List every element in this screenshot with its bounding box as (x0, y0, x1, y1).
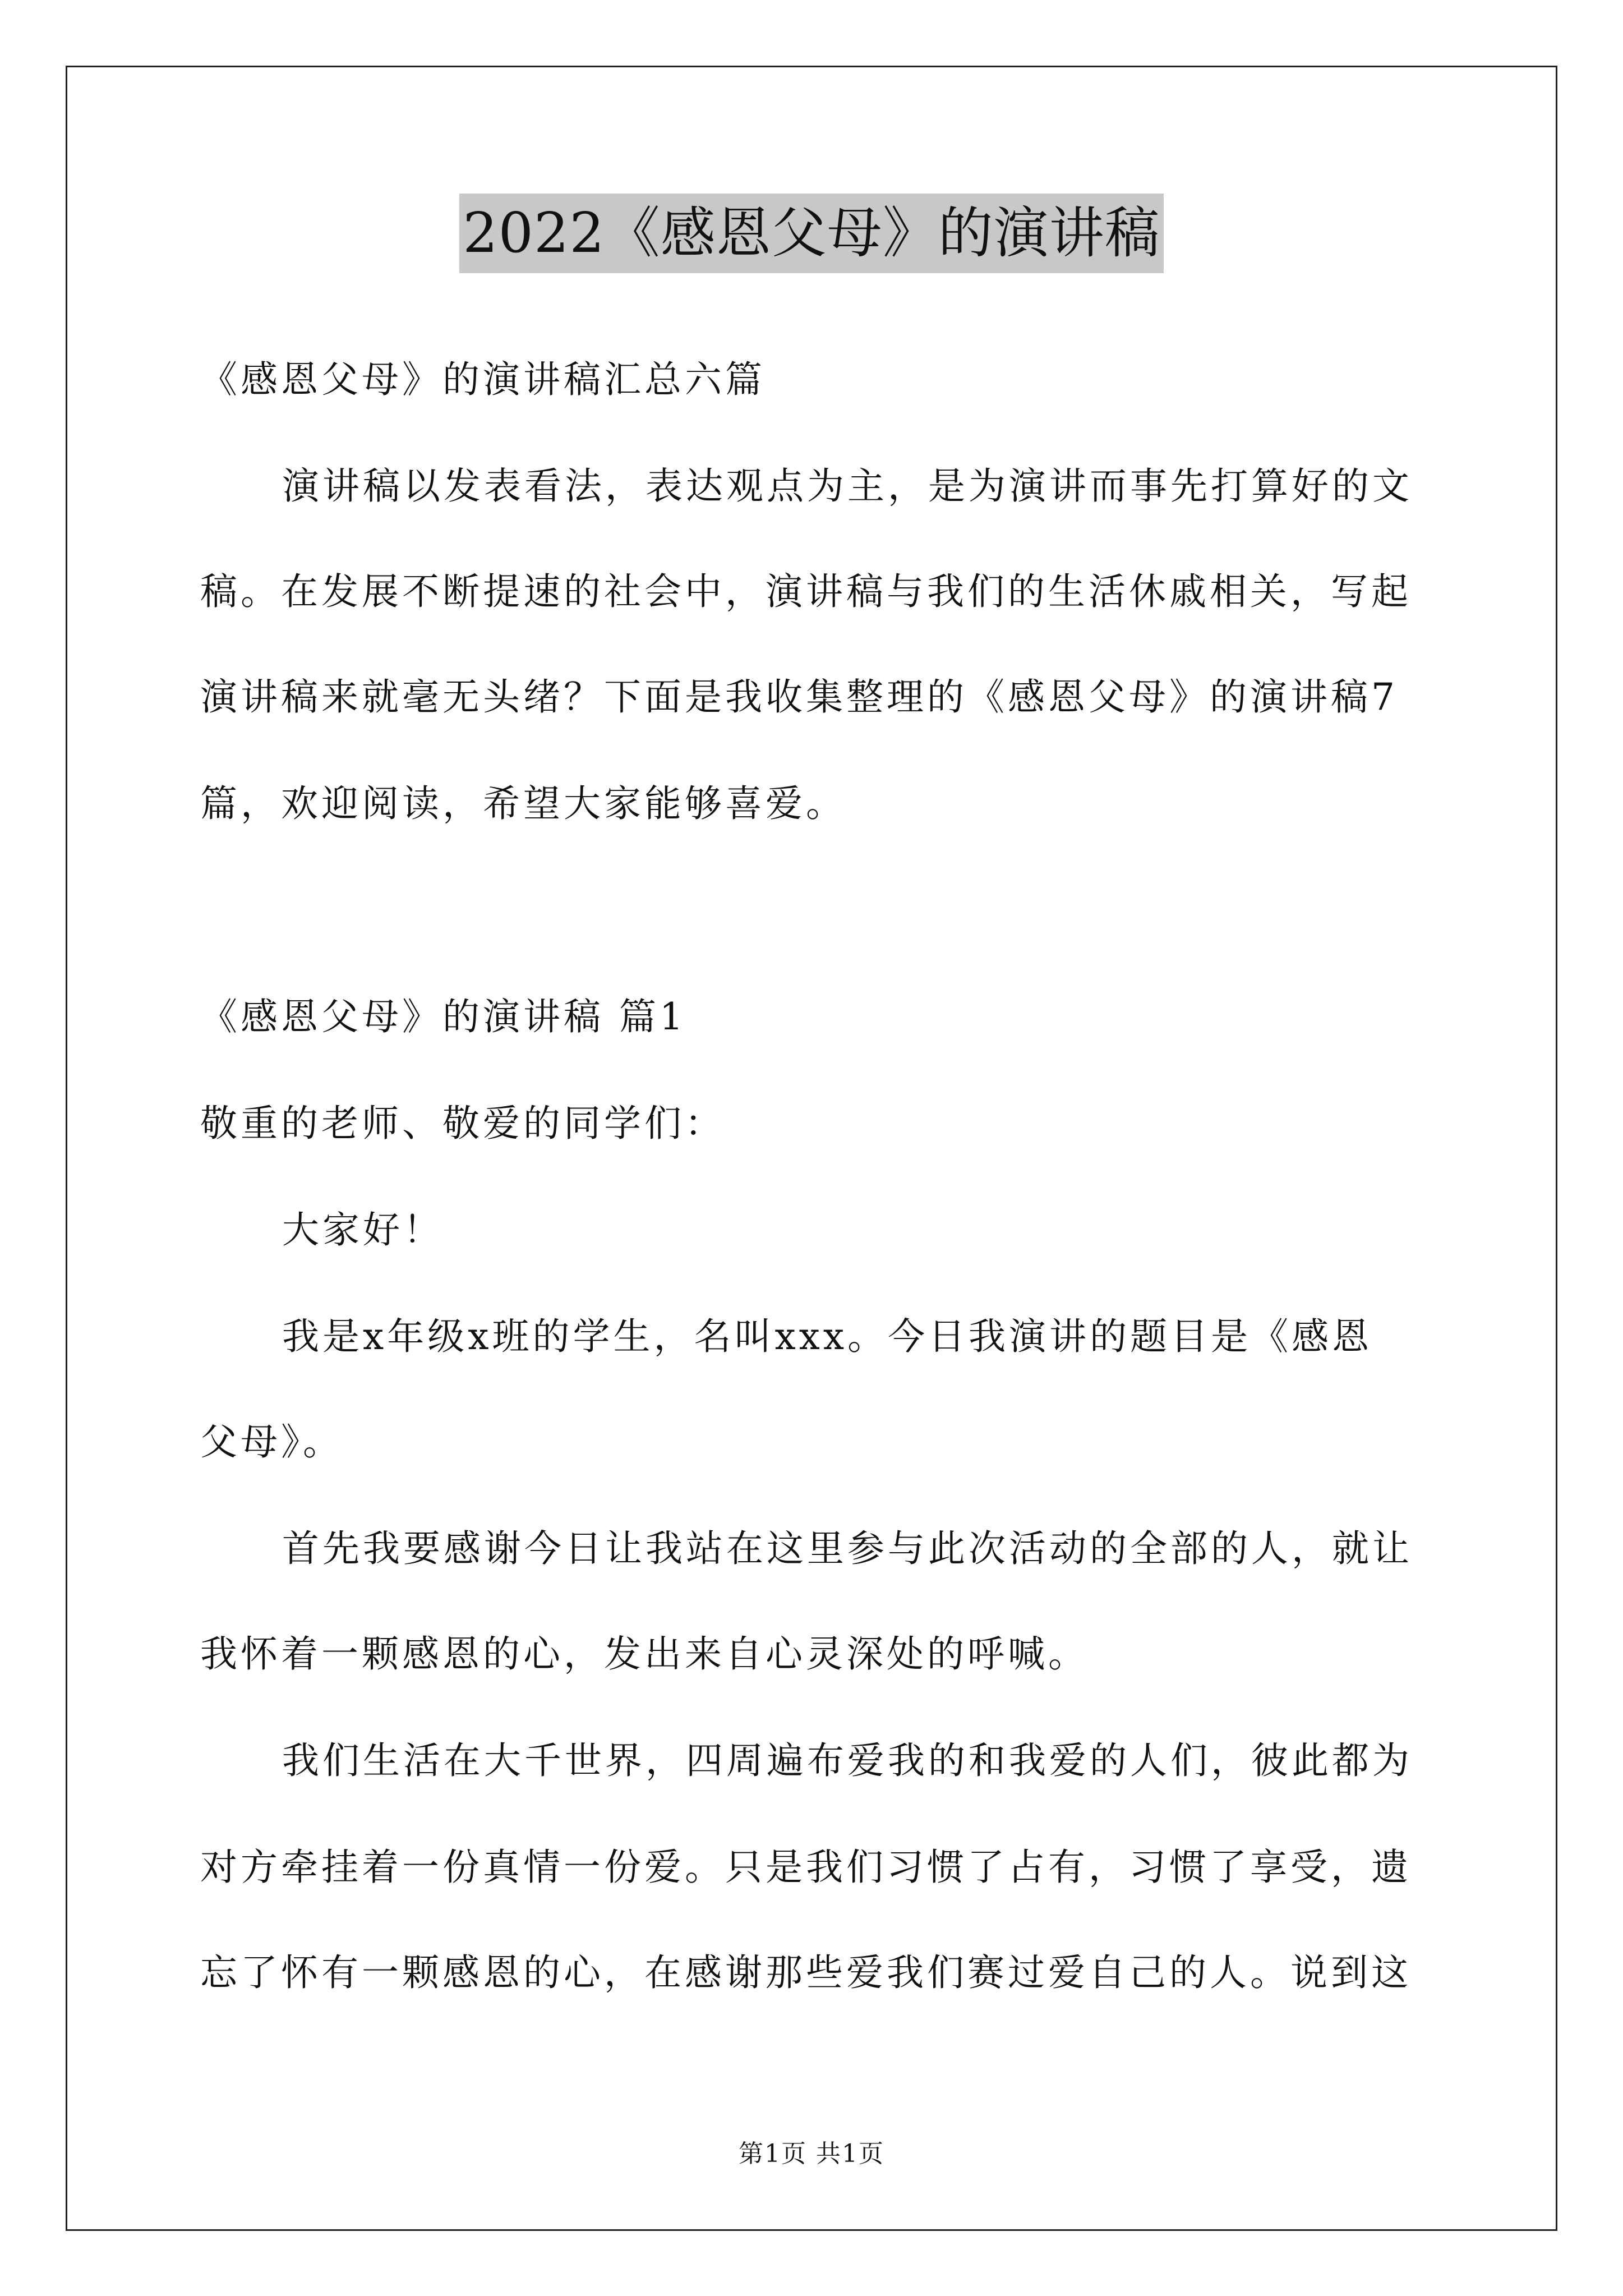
title-container (0, 194, 1623, 273)
para3-line-1: 我们生活在大千世界，四周遍布爱我的和我爱的人们，彼此都为 (282, 1739, 1413, 1782)
intro-line-1: 演讲稿以发表看法，表达观点为主，是为演讲而事先打算好的文 (282, 464, 1413, 508)
para3-line-2: 对方牵挂着一份真情一份爱。只是我们习惯了占有，习惯了享受，遗 (200, 1846, 1412, 1889)
para2-line-2: 我怀着一颗感恩的心，发出来自心灵深处的呼喊。 (200, 1632, 1089, 1676)
section-heading: 《感恩父母》的演讲稿 篇1 (200, 995, 686, 1038)
salutation: 敬重的老师、敬爱的同学们： (200, 1102, 725, 1145)
para2-line-1: 首先我要感谢今日让我站在这里参与此次活动的全部的人，就让 (282, 1527, 1413, 1570)
greeting: 大家好！ (282, 1208, 444, 1251)
para3-line-3: 忘了怀有一颗感恩的心，在感谢那些爱我们赛过爱自己的人。说到这 (200, 1951, 1412, 1994)
document-subtitle: 《感恩父母》的演讲稿汇总六篇 (200, 358, 766, 401)
page-footer: 第1页 共1页 (739, 2139, 884, 2168)
para1-line-1: 我是x年级x班的学生，名叫xxx。今日我演讲的题目是《感恩 (282, 1315, 1373, 1358)
intro-line-3: 演讲稿来就毫无头绪？下面是我收集整理的《感恩父母》的演讲稿7 (200, 675, 1398, 719)
para1-line-2: 父母》。 (200, 1420, 343, 1464)
intro-line-2: 稿。在发展不断提速的社会中，演讲稿与我们的生活休戚相关，写起 (200, 570, 1412, 613)
document-title: 2022《感恩父母》的演讲稿 (459, 194, 1163, 273)
intro-line-4: 篇，欢迎阅读，希望大家能够喜爱。 (200, 782, 846, 825)
